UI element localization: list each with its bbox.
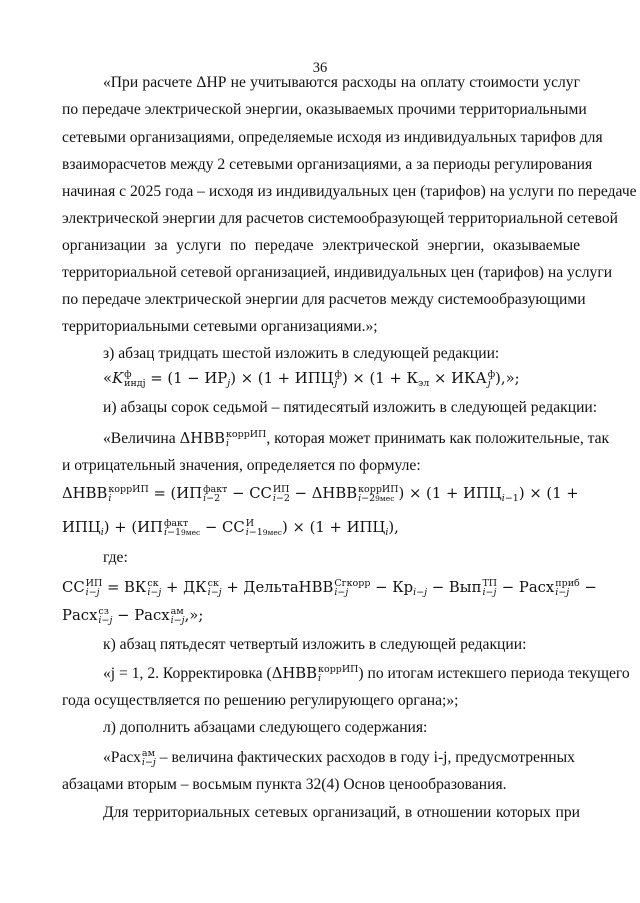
text-fragment: , которая может принимать как положительные, так	[266, 430, 610, 447]
paragraph-line: сетевыми организациями, определяемые исходя из индивидуальных тарифов для	[62, 129, 603, 146]
text-fragment: ) по итогам истекшего периода текущего	[358, 665, 630, 682]
formula-inline-dnvv: ΔНВВ коррИП i	[179, 429, 267, 449]
formula-inline-dnvv: ΔНВВ коррИП i	[271, 664, 359, 684]
text-fragment: «Расх	[103, 749, 141, 766]
paragraph-line: электрической энергии для расчетов системообразующей территориальной сетевой	[62, 210, 619, 227]
paragraph-line: где:	[103, 549, 128, 566]
text-fragment: «j = 1, 2. Корректировка (	[103, 665, 272, 682]
text-fragment: «Величина	[103, 430, 176, 447]
formula-inline-subsup: ам i−j	[141, 748, 156, 768]
paragraph-line: по передаче электрической энергии, оказываемых прочими территориальными	[62, 101, 587, 118]
paragraph-line: территориальными сетевыми организациями.»;	[62, 318, 378, 335]
formula-cc-line1: СС ИП i−j = ВК ск i−j + ДК ск i−j + ДельтаНВВ Сгкорр i−j − $Кр_{i-j}$ − Вып ТП i−j − Расх приб i−j −	[62, 578, 597, 598]
formula-dnvv-line1: ΔНВВ коррИП i = (ИП факт i−2 − СС ИП i−2 − ΔНВВ коррИП i−29мес ) × $(1 + ИПЦ_{i-1}) \times (1$ +	[62, 484, 579, 504]
paragraph-line	[103, 748, 580, 768]
paragraph-line: л) дополнить абзацами следующего содержания:	[103, 719, 428, 736]
paragraph-line: абзацами вторым – восьмым пункта 32(4) Основ ценообразования.	[62, 776, 507, 793]
paragraph-line: и отрицательный значения, определяется по формуле:	[62, 457, 421, 474]
paragraph-line: взаиморасчетов между 2 сетевыми организациями, а за периоды регулирования	[62, 156, 593, 173]
page-number: 36	[312, 60, 328, 76]
paragraph-line: к) абзац пятьдесят четвертый изложить в следующей редакции:	[103, 636, 527, 653]
paragraph-line: территориальной сетевой организацией, индивидуальных цен (тарифов) на услуги	[62, 264, 613, 281]
paragraph-line	[103, 429, 610, 449]
paragraph-line: начиная с 2025 года – исходя из индивидуальных цен (тарифов) на услуги по передаче	[62, 183, 637, 200]
paragraph-line	[103, 664, 630, 684]
paragraph-line: и) абзацы сорок седьмой – пятидесятый изложить в следующей редакции:	[103, 399, 598, 416]
paragraph-line: «При расчете ΔНР не учитываются расходы на оплату стоимости услуг	[103, 74, 580, 91]
formula-dnvv-line2: $ИПЦ_i) + (ИП$ факт i−19мес − СС И i−19мес ) × $(1 + ИПЦ_i)$,	[62, 518, 399, 538]
formula-k-index: «K ф индj = $(1 - ИР_j) \times (1$ + ИПЦ ф j ) × ($1 + К_{эл}$ × ИКА ф j ),»;	[103, 369, 520, 389]
paragraph-line: Для территориальных сетевых организаций, в отношении которых при	[103, 804, 580, 821]
paragraph-line: организации за услуги по передаче электрической энергии, оказываемые	[62, 237, 580, 254]
paragraph-line: года осуществляется по решению регулирующего органа;»;	[62, 692, 459, 709]
text-fragment: – величина фактических расходов в году i-j, предусмотренных	[155, 749, 575, 766]
formula-cc-line2: Расх сз i−j − Расх ам i−j ,»;	[62, 606, 204, 626]
paragraph-line: по передаче электрической энергии для расчетов между системообразующими	[62, 291, 586, 308]
paragraph-line: з) абзац тридцать шестой изложить в следующей редакции:	[103, 345, 500, 362]
